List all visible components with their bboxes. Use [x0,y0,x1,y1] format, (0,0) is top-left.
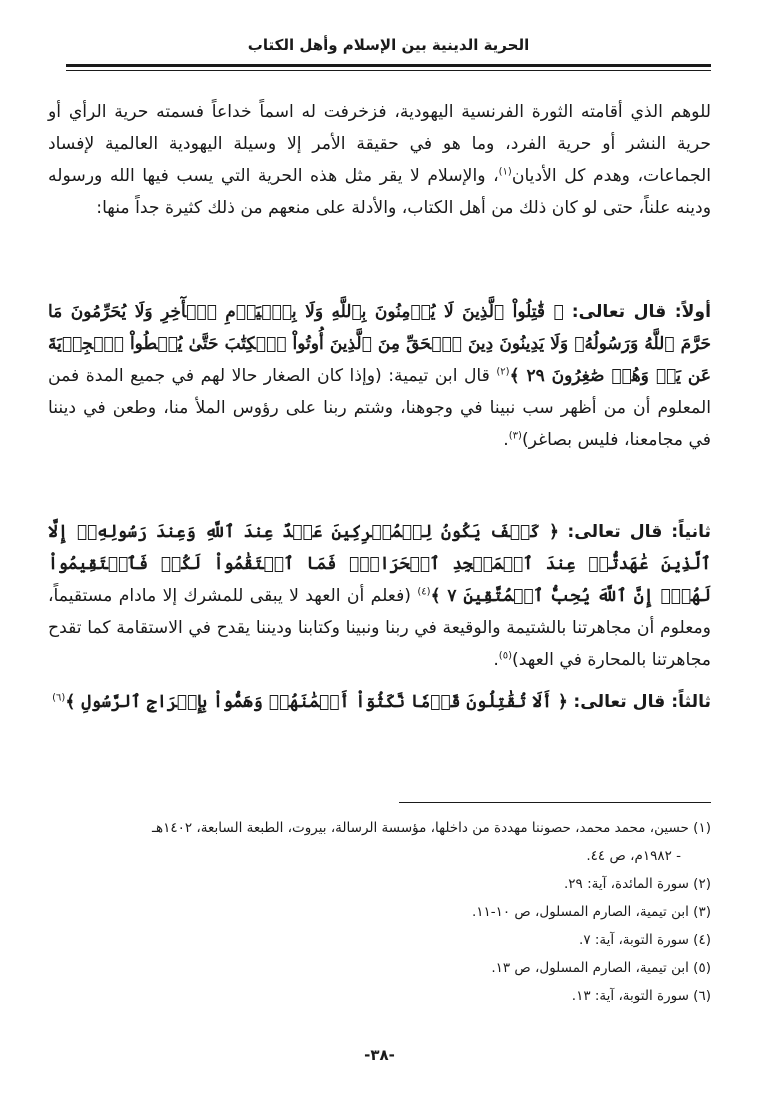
footnote-ref-5: (٥) [498,650,512,662]
footnote-2: (٢) سورة المائدة، آية: ٢٩. [563,876,711,892]
footnote-3: (٣) ابن تيمية، الصارم المسلول، ص ١٠-١١. [471,904,711,920]
page-number: -٣٨- [364,1046,395,1064]
footnote-ref-2: (٢) [496,366,510,378]
main-text [48,96,711,718]
paragraph-1 [48,96,711,266]
paragraph-3: ثانياً: قال تعالى: ﴿ كَيۡفَ يَكُونُ لِلۡمُشۡرِكِينَ عَهۡدٌ عِندَ ٱللَّهِ وَعِندَ رَسُولِهِۦٓ إِلَّا ٱلَّذِينَ عَٰهَدتُّمۡ عِندَ ٱلۡمَسۡجِدِ ٱلۡحَرَامِۖ فَمَا ٱسۡتَقَٰمُواْ لَكُمۡ فَٱسۡتَقِيمُواْ لَهُمۡۚ إِنَّ ٱللَّهَ يُحِبُّ ٱلۡمُتَّقِينَ ٧ ﴾$^{(٤)}$ (فعلم أن العهد لا يبقى للمشرك إلا مادام مستقيماً، ومعلوم أن مجاهرتنا بالشتيمة والوقيعة في ربنا ونبينا وكتابنا وديننا يقدح في الاستقامة كما تقدح مجاهرتنا بالمحارة في العهد)$^{(٥)}$. [48,522,712,670]
header-rule-thick [66,64,711,67]
running-header: الحرية الدينية بين الإسلام وأهل الكتاب [247,36,530,54]
paragraph-3-lead: ثانياً: قال تعالى: [567,522,712,542]
footnote-ref-4: (٤) [417,586,431,598]
footnote-4: (٤) سورة التوبة، آية: ٧. [579,932,711,948]
paragraph-2-lead: أولاً: قال تعالى: [571,302,711,322]
footnotes [48,814,711,1010]
footnote-5: (٥) ابن تيمية، الصارم المسلول، ص ١٣. [491,960,711,976]
footnote-1-continuation: - ١٩٨٢م، ص ٤٤. [586,848,681,864]
quran-verse-2: ﴿ كَيۡفَ يَكُونُ لِلۡمُشۡرِكِينَ عَهۡدٌ عِندَ ٱللَّهِ وَعِندَ رَسُولِهِۦٓ إِلَّا ٱلَّذِينَ عَٰهَدتُّمۡ عِندَ ٱلۡمَسۡجِدِ ٱلۡحَرَامِۖ فَمَا ٱسۡتَقَٰمُواْ لَكُمۡ فَٱسۡتَقِيمُواْ لَهُمۡۚ إِنَّ ٱللَّهَ يُحِبُّ ٱلۡمُتَّقِينَ ٧ ﴾ [48,522,711,606]
paragraph-4 [48,686,711,718]
footnote-6: (٦) سورة التوبة، آية: ١٣. [571,988,711,1004]
paragraph-4-lead: ثالثاً: قال تعالى: [573,692,711,712]
quran-verse-1: ﴿ قَٰتِلُواْ ٱلَّذِينَ لَا يُؤۡمِنُونَ بِٱللَّهِ وَلَا بِٱلۡيَوۡمِ ٱلۡأٓخِرِ وَلَا يُحَرِّمُونَ مَا حَرَّمَ ٱللَّهُ وَرَسُولُهُۥ وَلَا يَدِينُونَ دِينَ ٱلۡحَقِّ مِنَ ٱلَّذِينَ أُوتُواْ ٱلۡكِتَٰبَ حَتَّىٰ يُعۡطُواْ ٱلۡجِزۡيَةَ عَن يَدٖ وَهُمۡ صَٰغِرُونَ ٢٩ ﴾ [48,302,711,386]
paragraph-1-end: ، والإسلام لا يقر مثل هذه الحرية التي يسب فيها الله ورسوله ودينه علناً، حتى لو كان ذلك من أهل الكتاب، والأدلة على منعهم من ذلك كثيرة جداً منها: [48,166,711,218]
footnote-separator [399,802,711,803]
footnote-ref-1: (١) [498,166,512,178]
footnote-ref-3: (٣) [508,430,522,442]
header-rule-thin [66,70,711,71]
paragraph-1-text: للوهم الذي أقامته الثورة الفرنسية اليهودية، فزخرفت له اسماً خداعاً فسمته حرية الرأي أو حرية النشر أو حرية الفرد، وما هو في حقيقة الأمر إلا وسيلة اليهودية العالمية لإفساد الجماعات، وهدم كل الأديان [48,102,711,186]
footnote-1: (١) حسين، محمد محمد، حصوننا مهددة من داخلها، مؤسسة الرسالة، بيروت، الطبعة السابعة، ١٤٠٢هـ [152,820,711,836]
quran-verse-3: ﴿ أَلَا تُقَٰتِلُونَ قَوۡمٗا نَّكَثُوٓاْ أَيۡمَٰنَهُمۡ وَهَمُّواْ بِإِخۡرَاجِ ٱلرَّسُولِ ﴾ [65,692,568,712]
paragraph-2-text: قال ابن تيمية: (وإذا كان الصغار حالا لهم في جميع المدة فمن المعلوم أن من أظهر سب نبينا في وجوهنا، وشتم ربنا على رؤوس الملأ منا، وطعن في ديننا في مجامعنا، فليس بصاغر) [48,366,711,450]
paragraph-2: أولاً: قال تعالى: ﴿ قَٰتِلُواْ ٱلَّذِينَ لَا يُؤۡمِنُونَ بِٱللَّهِ وَلَا بِٱلۡيَوۡمِ ٱلۡأٓخِرِ وَلَا يُحَرِّمُونَ مَا حَرَّمَ ٱللَّهُ وَرَسُولُهُۥ وَلَا يَدِينُونَ دِينَ ٱلۡحَقِّ مِنَ ٱلَّذِينَ أُوتُواْ ٱلۡكِتَٰبَ حَتَّىٰ يُعۡطُواْ ٱلۡجِزۡيَةَ عَن يَدٖ وَهُمۡ صَٰغِرُونَ ٢٩ ﴾$^{(٢)}$ قال ابن تيمية: (وإذا كان الصغار حالا لهم في جميع المدة فمن المعلوم أن من أظهر سب نبينا في وجوهنا، وشتم ربنا على رؤوس الملأ منا، وطعن في ديننا في مجامعنا، فليس بصاغر)$^{(٣)}$. [48,302,711,450]
footnote-ref-6: (٦) [52,692,66,704]
paragraph-3-text: (فعلم أن العهد لا يبقى للمشرك إلا مادام مستقيماً، ومعلوم أن مجاهرتنا بالشتيمة والوقيعة في ربنا ونبينا وكتابنا وديننا يقدح في الاستقامة كما تقدح مجاهرتنا بالمحارة في العهد) [48,586,711,670]
